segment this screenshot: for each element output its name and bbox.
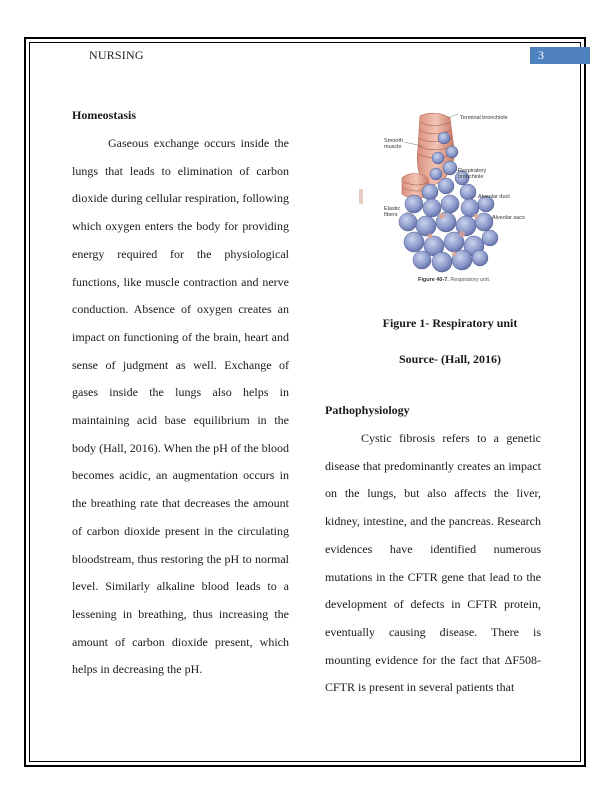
label-elastic-fibers: Elastic fibers <box>384 206 401 218</box>
homeostasis-paragraph: Gaseous exchange occurs inside the lungs that leads to elimination of carbon dioxide during cellular respiration, following which oxygen enters the body for providing energy required for the physiological functions, like muscle contraction and nerve conduction. Absence of oxygen creates an impact on functioning of the brain, heart and sense of judgment as well. Exchange of gases inside the lungs also helps in maintaining acid base equilibrium in the body (Hall, 2016). When the pH of the blood becomes acidic, an augmentation occurs in the breathing rate that decreases the amount of carbon dioxide present in the circulating bloodstream, thus restoring the pH to normal level. Similarly alkaline blood leads to a lessening in breathing, thus increasing the amount of carbon dioxide present, which helps in decreasing the pH. <box>72 136 289 677</box>
label-alveolar-sacs: Alveolar sacs <box>492 215 525 221</box>
section-heading-homeostasis: Homeostasis <box>72 108 136 122</box>
left-column <box>72 105 289 684</box>
figure-inner-caption-text: Respiratory unit. <box>450 277 491 283</box>
label-respiratory-bronchiole: Respiratory bronchiole <box>458 168 487 180</box>
label-alveolar-duct: Alveolar duct <box>478 194 510 200</box>
figure-source: Source- (Hall, 2016) <box>398 352 502 366</box>
page-number: 3 <box>538 48 544 62</box>
figure-inner-caption-number: Figure 40-7. <box>418 277 449 283</box>
running-header: NURSING <box>89 48 144 62</box>
pathophysiology-paragraph: Cystic fibrosis refers to a genetic disease that predominantly creates an impact on the lungs, but also affects the liver, kidney, intestine, and the pancreas. Research evidences have identified numerous mutations in the CFTR gene that lead to the development of defects in CFTR protein, eventually causing disease. There is mounting evidence for the fact that ΔF508-CFTR is present in several patients that <box>325 431 541 695</box>
respiratory-unit-figure <box>358 108 528 288</box>
figure-inner-caption <box>418 277 490 283</box>
section-heading-pathophysiology: Pathophysiology <box>325 403 410 417</box>
label-terminal-bronchiole: Terminal bronchiole <box>460 115 508 121</box>
figure-title: Figure 1- Respiratory unit <box>382 316 518 330</box>
label-smooth-muscle: Smooth muscle <box>384 138 403 150</box>
right-column <box>325 400 541 702</box>
